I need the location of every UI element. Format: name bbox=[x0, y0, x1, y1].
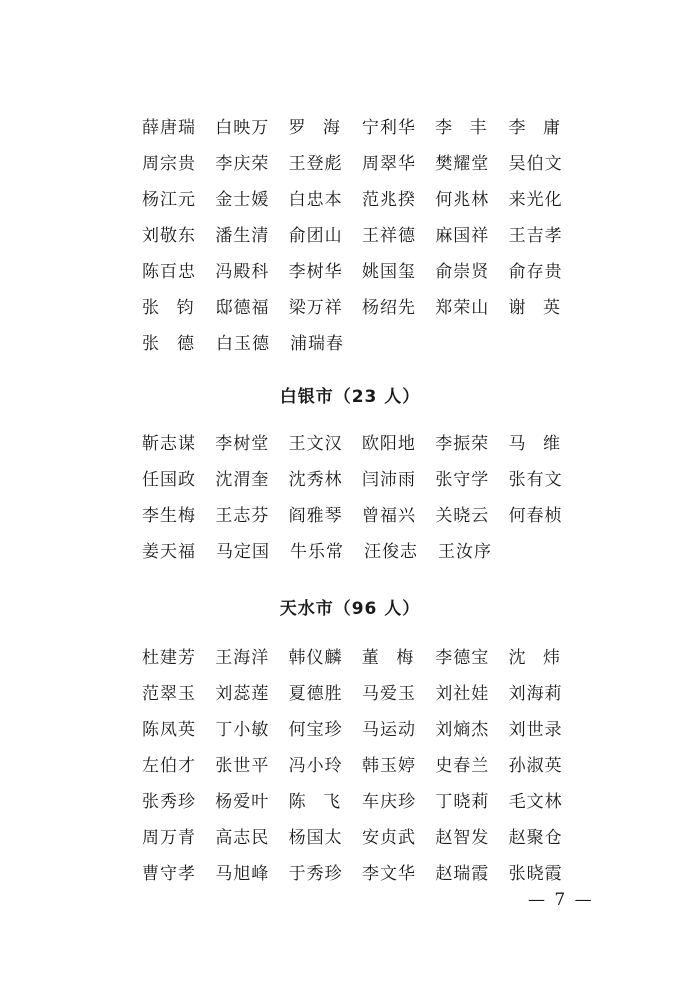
person-name: 陈凤英 bbox=[142, 719, 196, 740]
name-row bbox=[142, 784, 582, 820]
person-name: 夏德胜 bbox=[288, 683, 343, 704]
person-name: 李德宝 bbox=[435, 647, 490, 668]
person-name: 宁利华 bbox=[361, 117, 416, 138]
person-name: 梁万祥 bbox=[288, 297, 343, 318]
person-name: 邸德福 bbox=[215, 297, 270, 318]
person-name: 安贞武 bbox=[361, 827, 416, 848]
person-name: 白玉德 bbox=[216, 333, 270, 354]
person-name: 张守学 bbox=[435, 469, 490, 490]
name-row bbox=[142, 462, 582, 498]
person-name: 王吉孝 bbox=[508, 225, 563, 246]
person-name: 周翠华 bbox=[361, 153, 416, 174]
person-name: 刘敬东 bbox=[142, 225, 196, 246]
person-name: 来光化 bbox=[508, 189, 563, 210]
person-name: 杨江元 bbox=[142, 189, 196, 210]
name-row bbox=[142, 676, 582, 712]
person-name: 陈百忠 bbox=[142, 261, 196, 282]
person-name: 周宗贵 bbox=[142, 153, 196, 174]
person-name: 何宝珍 bbox=[288, 719, 343, 740]
person-name: 任国政 bbox=[142, 469, 196, 490]
person-name: 范兆揆 bbox=[361, 189, 416, 210]
person-name: 曹守孝 bbox=[142, 863, 196, 884]
person-name: 俞团山 bbox=[288, 225, 343, 246]
name-row bbox=[142, 426, 582, 462]
person-name: 刘蕊莲 bbox=[215, 683, 270, 704]
person-name: 丁晓莉 bbox=[435, 791, 490, 812]
person-name: 浦瑞春 bbox=[290, 333, 344, 354]
person-name: 牛乐常 bbox=[290, 541, 344, 562]
section-heading-tianshui: 天水市（96 人） bbox=[279, 599, 421, 619]
person-name: 于秀珍 bbox=[288, 863, 343, 884]
person-name: 李庆荣 bbox=[215, 153, 270, 174]
person-name: 阎雅琴 bbox=[288, 505, 343, 526]
name-list-group-1 bbox=[142, 110, 582, 362]
name-row bbox=[142, 498, 582, 534]
person-name: 姚国玺 bbox=[361, 261, 416, 282]
person-name: 靳志谋 bbox=[142, 433, 196, 454]
person-name: 毛文林 bbox=[508, 791, 563, 812]
person-name: 王登彪 bbox=[288, 153, 343, 174]
name-row bbox=[142, 110, 582, 146]
person-name: 冯小玲 bbox=[288, 755, 343, 776]
person-name: 刘海莉 bbox=[508, 683, 563, 704]
section-heading-baiyin: 白银市（23 人） bbox=[279, 387, 421, 407]
person-name: 郑荣山 bbox=[435, 297, 490, 318]
person-name: 曾福兴 bbox=[361, 505, 416, 526]
name-row bbox=[142, 534, 582, 570]
name-row bbox=[142, 182, 582, 218]
person-name: 麻国祥 bbox=[435, 225, 490, 246]
person-name: 欧阳地 bbox=[361, 433, 416, 454]
person-name: 王祥德 bbox=[361, 225, 416, 246]
person-name: 张 德 bbox=[142, 333, 195, 354]
person-name: 刘熵杰 bbox=[435, 719, 490, 740]
person-name: 李 丰 bbox=[435, 117, 488, 138]
name-row bbox=[142, 146, 582, 182]
name-row bbox=[142, 218, 582, 254]
person-name: 赵智发 bbox=[435, 827, 490, 848]
person-name: 冯殿科 bbox=[215, 261, 270, 282]
page-number: — 7 — bbox=[528, 890, 594, 910]
person-name: 史春兰 bbox=[435, 755, 490, 776]
person-name: 张秀珍 bbox=[142, 791, 196, 812]
name-list-group-tianshui bbox=[142, 640, 582, 892]
person-name: 张晓霞 bbox=[508, 863, 563, 884]
person-name: 沈 炜 bbox=[508, 647, 561, 668]
person-name: 薛唐瑞 bbox=[142, 117, 196, 138]
name-row bbox=[142, 254, 582, 290]
person-name: 白映万 bbox=[215, 117, 270, 138]
person-name: 何兆林 bbox=[435, 189, 490, 210]
person-name: 俞存贵 bbox=[508, 261, 563, 282]
name-row bbox=[142, 712, 582, 748]
name-row bbox=[142, 640, 582, 676]
person-name: 张世平 bbox=[215, 755, 270, 776]
person-name: 谢 英 bbox=[508, 297, 561, 318]
person-name: 李文华 bbox=[361, 863, 416, 884]
name-row bbox=[142, 856, 582, 892]
person-name: 李 庸 bbox=[508, 117, 561, 138]
person-name: 何春桢 bbox=[508, 505, 563, 526]
person-name: 车庆珍 bbox=[362, 791, 417, 812]
person-name: 左伯才 bbox=[142, 755, 196, 776]
person-name: 王海洋 bbox=[215, 647, 270, 668]
person-name: 关晓云 bbox=[435, 505, 490, 526]
person-name: 杨绍先 bbox=[362, 297, 416, 318]
person-name: 金士媛 bbox=[215, 189, 270, 210]
person-name: 张 钧 bbox=[142, 297, 195, 318]
person-name: 白忠本 bbox=[288, 189, 343, 210]
person-name: 陈 飞 bbox=[288, 791, 342, 812]
name-row bbox=[142, 290, 582, 326]
person-name: 杨爱叶 bbox=[215, 791, 270, 812]
person-name: 马运动 bbox=[361, 719, 416, 740]
person-name: 马定国 bbox=[216, 541, 270, 562]
person-name: 沈渭奎 bbox=[215, 469, 270, 490]
person-name: 李振荣 bbox=[435, 433, 490, 454]
person-name: 王志芬 bbox=[215, 505, 270, 526]
person-name: 李生梅 bbox=[142, 505, 196, 526]
person-name: 孙淑英 bbox=[508, 755, 563, 776]
person-name: 赵聚仓 bbox=[508, 827, 563, 848]
person-name: 俞崇贤 bbox=[435, 261, 490, 282]
person-name: 潘生清 bbox=[215, 225, 270, 246]
person-name: 马爱玉 bbox=[361, 683, 416, 704]
person-name: 董 梅 bbox=[361, 647, 415, 668]
name-row bbox=[142, 326, 582, 362]
person-name: 沈秀林 bbox=[288, 469, 343, 490]
name-list-group-baiyin bbox=[142, 426, 582, 570]
person-name: 周万青 bbox=[142, 827, 196, 848]
person-name: 李树华 bbox=[288, 261, 343, 282]
person-name: 李树堂 bbox=[215, 433, 270, 454]
person-name: 范翠玉 bbox=[142, 683, 196, 704]
person-name: 刘社娃 bbox=[435, 683, 490, 704]
person-name: 韩玉婷 bbox=[361, 755, 416, 776]
person-name: 张有文 bbox=[508, 469, 563, 490]
person-name: 杜建芳 bbox=[142, 647, 196, 668]
person-name: 赵瑞霞 bbox=[435, 863, 490, 884]
name-row bbox=[142, 820, 582, 856]
person-name: 王汝序 bbox=[438, 541, 492, 562]
person-name: 刘世录 bbox=[508, 719, 563, 740]
person-name: 杨国太 bbox=[288, 827, 343, 848]
person-name: 马 维 bbox=[508, 433, 561, 454]
person-name: 韩仪麟 bbox=[288, 647, 343, 668]
person-name: 吴伯文 bbox=[508, 153, 563, 174]
person-name: 闫沛雨 bbox=[361, 469, 416, 490]
name-row bbox=[142, 748, 582, 784]
person-name: 樊耀堂 bbox=[435, 153, 490, 174]
person-name: 丁小敏 bbox=[215, 719, 270, 740]
person-name: 高志民 bbox=[215, 827, 270, 848]
person-name: 罗 海 bbox=[288, 117, 341, 138]
person-name: 姜天福 bbox=[142, 541, 196, 562]
person-name: 汪俊志 bbox=[364, 541, 418, 562]
person-name: 马旭峰 bbox=[215, 863, 270, 884]
person-name: 王文汉 bbox=[288, 433, 343, 454]
